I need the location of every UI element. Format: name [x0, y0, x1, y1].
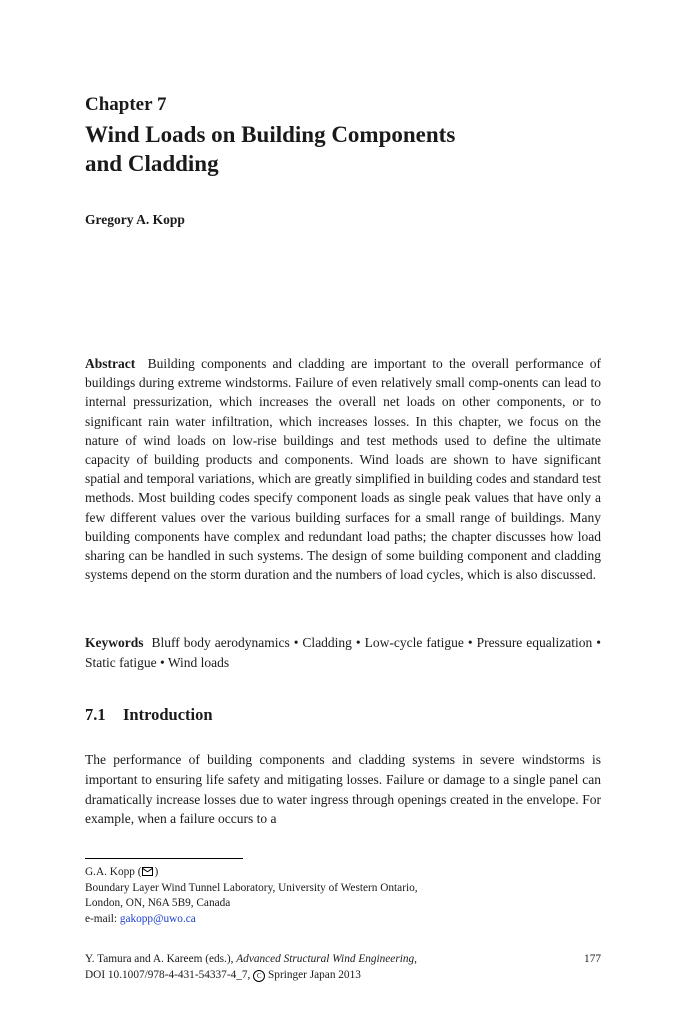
footnote-address: London, ON, N6A 5B9, Canada [85, 897, 231, 910]
footnote-affiliation: Boundary Layer Wind Tunnel Laboratory, University of Western Ontario, [85, 881, 418, 894]
keywords [85, 633, 601, 672]
citation-editors: Y. Tamura and A. Kareem (eds.), [85, 953, 237, 965]
footnote-name-close: ) [154, 866, 159, 878]
keywords-heading: Keywords [85, 635, 144, 650]
footnote-email-line [85, 912, 601, 928]
author-footnote [85, 865, 601, 927]
citation-publisher: Springer Japan 2013 [265, 968, 361, 981]
email-label: e-mail: [85, 912, 120, 925]
chapter-title [85, 120, 601, 178]
section-heading [85, 705, 213, 725]
citation-book-title: Advanced Structural Wind Engineering [236, 953, 415, 965]
footnote-name-line [85, 865, 601, 881]
email-link[interactable]: gakopp@uwo.ca [119, 912, 196, 925]
citation-line1 [85, 952, 417, 968]
chapter-title-line2: and Cladding [85, 151, 219, 176]
citation-book-after: , [414, 953, 417, 965]
page-number: 177 [584, 953, 601, 965]
chapter-label: Chapter 7 [85, 94, 167, 115]
abstract-text: Building components and cladding are important to the overall performance of buildings during extreme windstorms. Failure of even relatively small comp-onents can lead to internal pressurization, which increases the overall net loads on other components, or to significant rain water infiltration, which increases losses. In this chapter, we focus on the nature of wind loads on low-rise buildings and test methods used to define the ultimate capacity of building products and components. Wind loads are shown to have significant spatial and temporal variations, which are greatly simplified in building codes and standard test methods. Most building codes specify component loads as single peak values that have only a few different values over the various building surfaces for a small range of buildings. Many building components have complex and redundant load paths; the chapter discusses how load sharing can be handled in such systems. The design of some building component and cladding systems depend on the storm duration and the numbers of load cycles, which is also discussed. [85, 356, 602, 583]
abstract-heading: Abstract [85, 356, 136, 371]
citation-line2 [85, 968, 601, 984]
book-citation [85, 952, 601, 984]
copyright-icon: C [253, 970, 265, 982]
envelope-icon [142, 867, 153, 876]
citation-doi: DOI 10.1007/978-4-431-54337-4_7, [85, 968, 254, 981]
author-name: Gregory A. Kopp [85, 212, 185, 227]
footnote-name: G.A. Kopp ( [85, 866, 142, 878]
section-number: 7.1 [85, 705, 106, 724]
section-title: Introduction [123, 705, 213, 724]
intro-paragraph: The performance of building components and cladding systems in severe windstorms is important to ensuring life safety and mitigating losses. Failure or damage to a single panel can dramatically increase losses due to water ingress through openings created in the envelope. For example, when a failure occurs to a [85, 752, 601, 827]
footnote-rule [85, 858, 243, 859]
chapter-title-line1: Wind Loads on Building Components [85, 122, 456, 147]
keywords-text: Bluff body aerodynamics • Cladding • Low-cycle fatigue • Pressure equalization • Static fatigue • Wind loads [85, 635, 601, 670]
abstract [85, 354, 601, 584]
